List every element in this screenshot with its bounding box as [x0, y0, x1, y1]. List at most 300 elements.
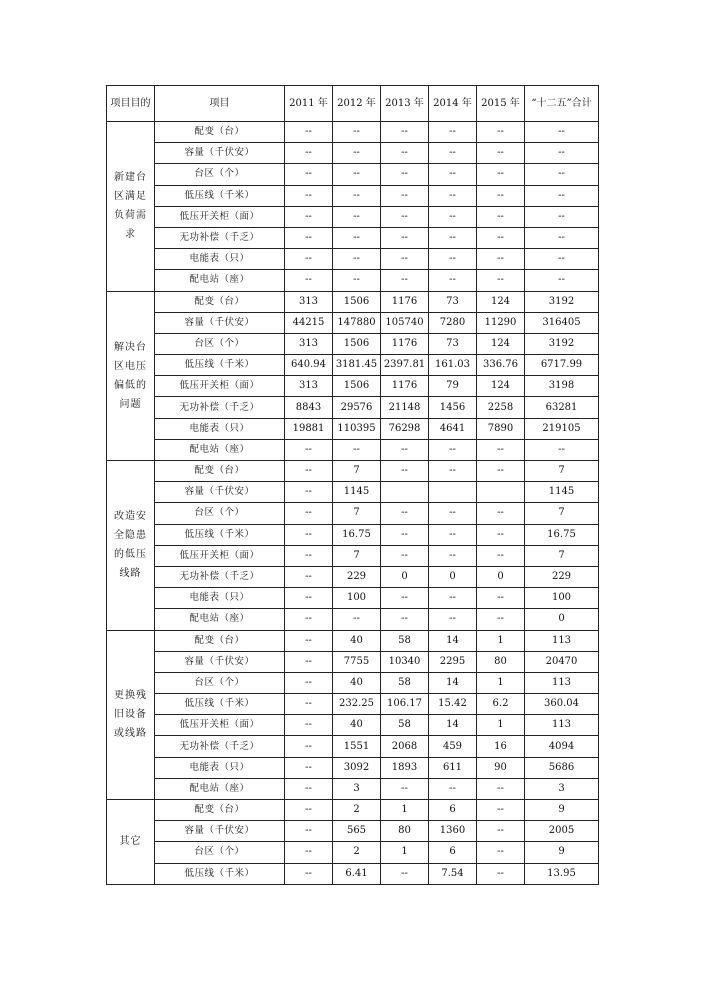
- value-cell: --: [477, 249, 525, 270]
- table-row: [107, 482, 599, 503]
- total-cell: 113: [525, 672, 599, 693]
- value-cell: --: [285, 842, 333, 863]
- value-cell: 7755: [333, 651, 381, 672]
- value-cell: 7: [333, 545, 381, 566]
- value-cell: --: [429, 270, 477, 291]
- item-cell: 无功补偿（千乏）: [155, 397, 285, 418]
- value-cell: 2397.81: [381, 355, 429, 376]
- total-cell: 219105: [525, 418, 599, 439]
- header-year-2015: 2015 年: [477, 86, 525, 122]
- item-cell: 无功补偿（千乏）: [155, 566, 285, 587]
- value-cell: --: [477, 609, 525, 630]
- value-cell: 21148: [381, 397, 429, 418]
- header-purpose: 项目目的: [107, 86, 155, 122]
- value-cell: 0: [477, 566, 525, 587]
- value-cell: --: [429, 227, 477, 248]
- value-cell: --: [333, 249, 381, 270]
- item-cell: 低压开关柜（面）: [155, 206, 285, 227]
- value-cell: 16.75: [333, 524, 381, 545]
- item-cell: 台区（个）: [155, 842, 285, 863]
- value-cell: --: [285, 715, 333, 736]
- value-cell: 2068: [381, 736, 429, 757]
- value-cell: --: [285, 821, 333, 842]
- value-cell: --: [381, 143, 429, 164]
- value-cell: --: [477, 270, 525, 291]
- table-row: [107, 757, 599, 778]
- total-cell: 7: [525, 461, 599, 482]
- value-cell: --: [285, 863, 333, 884]
- total-cell: 0: [525, 609, 599, 630]
- value-cell: --: [381, 185, 429, 206]
- value-cell: --: [333, 122, 381, 143]
- value-cell: --: [381, 524, 429, 545]
- value-cell: 3092: [333, 757, 381, 778]
- value-cell: --: [381, 227, 429, 248]
- value-cell: [381, 482, 429, 503]
- total-cell: --: [525, 122, 599, 143]
- header-year-2012: 2012 年: [333, 86, 381, 122]
- value-cell: --: [285, 736, 333, 757]
- value-cell: 124: [477, 376, 525, 397]
- value-cell: 1456: [429, 397, 477, 418]
- value-cell: 7: [333, 503, 381, 524]
- value-cell: 1506: [333, 376, 381, 397]
- value-cell: --: [477, 842, 525, 863]
- value-cell: --: [429, 545, 477, 566]
- item-cell: 无功补偿（千乏）: [155, 227, 285, 248]
- value-cell: 6: [429, 842, 477, 863]
- value-cell: --: [477, 143, 525, 164]
- item-cell: 电能表（只）: [155, 418, 285, 439]
- value-cell: 1176: [381, 376, 429, 397]
- item-cell: 配变（台）: [155, 630, 285, 651]
- header-year-2014: 2014 年: [429, 86, 477, 122]
- value-cell: --: [381, 270, 429, 291]
- item-cell: 低压开关柜（面）: [155, 715, 285, 736]
- value-cell: --: [429, 249, 477, 270]
- value-cell: 565: [333, 821, 381, 842]
- total-cell: 9: [525, 800, 599, 821]
- value-cell: --: [381, 122, 429, 143]
- value-cell: 611: [429, 757, 477, 778]
- value-cell: --: [285, 482, 333, 503]
- value-cell: --: [285, 270, 333, 291]
- value-cell: 2: [333, 800, 381, 821]
- total-cell: 4094: [525, 736, 599, 757]
- value-cell: 79: [429, 376, 477, 397]
- item-cell: 电能表（只）: [155, 249, 285, 270]
- total-cell: --: [525, 143, 599, 164]
- value-cell: 14: [429, 672, 477, 693]
- value-cell: --: [477, 588, 525, 609]
- item-cell: 低压开关柜（面）: [155, 545, 285, 566]
- value-cell: 7: [333, 461, 381, 482]
- value-cell: --: [285, 545, 333, 566]
- value-cell: --: [285, 164, 333, 185]
- item-cell: 配电站（座）: [155, 609, 285, 630]
- table-row: [107, 694, 599, 715]
- value-cell: --: [381, 206, 429, 227]
- item-cell: 低压线（千米）: [155, 524, 285, 545]
- table-body: [107, 122, 599, 885]
- item-cell: 配电站（座）: [155, 439, 285, 460]
- value-cell: --: [429, 778, 477, 799]
- value-cell: 80: [477, 651, 525, 672]
- value-cell: --: [285, 249, 333, 270]
- value-cell: 313: [285, 376, 333, 397]
- item-cell: 配电站（座）: [155, 778, 285, 799]
- value-cell: 1: [477, 715, 525, 736]
- value-cell: 313: [285, 291, 333, 312]
- value-cell: 1: [477, 672, 525, 693]
- total-cell: --: [525, 270, 599, 291]
- value-cell: --: [477, 503, 525, 524]
- total-cell: 7: [525, 503, 599, 524]
- value-cell: --: [285, 524, 333, 545]
- value-cell: 6.2: [477, 694, 525, 715]
- value-cell: --: [285, 227, 333, 248]
- header-year-2011: 2011 年: [285, 86, 333, 122]
- value-cell: 1893: [381, 757, 429, 778]
- header-total: “十二五”合计: [525, 86, 599, 122]
- total-cell: 113: [525, 630, 599, 651]
- value-cell: 73: [429, 333, 477, 354]
- value-cell: --: [429, 588, 477, 609]
- value-cell: 2: [333, 842, 381, 863]
- table-row: [107, 206, 599, 227]
- value-cell: 8843: [285, 397, 333, 418]
- table-row: [107, 778, 599, 799]
- value-cell: 16: [477, 736, 525, 757]
- value-cell: --: [477, 206, 525, 227]
- value-cell: 100: [333, 588, 381, 609]
- table-row: [107, 270, 599, 291]
- value-cell: 0: [381, 566, 429, 587]
- value-cell: 147880: [333, 312, 381, 333]
- value-cell: 0: [429, 566, 477, 587]
- table-row: [107, 143, 599, 164]
- value-cell: 80: [381, 821, 429, 842]
- total-cell: --: [525, 206, 599, 227]
- value-cell: 3181.45: [333, 355, 381, 376]
- value-cell: --: [429, 122, 477, 143]
- value-cell: --: [429, 164, 477, 185]
- table-row: [107, 821, 599, 842]
- total-cell: 316405: [525, 312, 599, 333]
- value-cell: --: [285, 439, 333, 460]
- value-cell: --: [285, 206, 333, 227]
- item-cell: 配电站（座）: [155, 270, 285, 291]
- item-cell: 配变（台）: [155, 800, 285, 821]
- value-cell: --: [333, 164, 381, 185]
- item-cell: 台区（个）: [155, 503, 285, 524]
- value-cell: 1145: [333, 482, 381, 503]
- table-row: [107, 630, 599, 651]
- value-cell: --: [477, 439, 525, 460]
- value-cell: 1360: [429, 821, 477, 842]
- value-cell: 19881: [285, 418, 333, 439]
- total-cell: 13.95: [525, 863, 599, 884]
- value-cell: --: [333, 206, 381, 227]
- value-cell: [477, 482, 525, 503]
- value-cell: 2295: [429, 651, 477, 672]
- value-cell: --: [285, 630, 333, 651]
- value-cell: --: [333, 439, 381, 460]
- item-cell: 配变（台）: [155, 291, 285, 312]
- value-cell: 313: [285, 333, 333, 354]
- value-cell: --: [381, 461, 429, 482]
- total-cell: 16.75: [525, 524, 599, 545]
- value-cell: --: [285, 651, 333, 672]
- table-row: [107, 227, 599, 248]
- value-cell: 1: [477, 630, 525, 651]
- table-row: [107, 249, 599, 270]
- total-cell: 5686: [525, 757, 599, 778]
- item-cell: 容量（千伏安）: [155, 143, 285, 164]
- value-cell: 1: [381, 800, 429, 821]
- value-cell: --: [429, 461, 477, 482]
- value-cell: 29576: [333, 397, 381, 418]
- table-row: [107, 122, 599, 143]
- total-cell: 9: [525, 842, 599, 863]
- value-cell: --: [477, 122, 525, 143]
- value-cell: --: [333, 143, 381, 164]
- item-cell: 配变（台）: [155, 461, 285, 482]
- value-cell: [429, 482, 477, 503]
- header-year-2013: 2013 年: [381, 86, 429, 122]
- total-cell: 6717.99: [525, 355, 599, 376]
- value-cell: --: [381, 588, 429, 609]
- total-cell: 113: [525, 715, 599, 736]
- value-cell: --: [333, 227, 381, 248]
- value-cell: 4641: [429, 418, 477, 439]
- value-cell: --: [429, 439, 477, 460]
- value-cell: --: [429, 206, 477, 227]
- table-row: [107, 588, 599, 609]
- value-cell: 7.54: [429, 863, 477, 884]
- table-row: [107, 736, 599, 757]
- total-cell: --: [525, 185, 599, 206]
- item-cell: 容量（千伏安）: [155, 482, 285, 503]
- purpose-cell: 改造安全隐患的低压线路: [107, 461, 155, 631]
- value-cell: --: [381, 249, 429, 270]
- value-cell: 106.17: [381, 694, 429, 715]
- item-cell: 电能表（只）: [155, 757, 285, 778]
- header-row: [107, 86, 599, 122]
- value-cell: --: [429, 185, 477, 206]
- value-cell: --: [477, 778, 525, 799]
- item-cell: 低压线（千米）: [155, 863, 285, 884]
- total-cell: 229: [525, 566, 599, 587]
- item-cell: 无功补偿（千乏）: [155, 736, 285, 757]
- value-cell: 1506: [333, 291, 381, 312]
- value-cell: --: [477, 185, 525, 206]
- value-cell: --: [285, 694, 333, 715]
- table-row: [107, 672, 599, 693]
- total-cell: --: [525, 439, 599, 460]
- item-cell: 台区（个）: [155, 164, 285, 185]
- value-cell: --: [285, 588, 333, 609]
- value-cell: --: [381, 778, 429, 799]
- total-cell: 63281: [525, 397, 599, 418]
- value-cell: --: [477, 164, 525, 185]
- total-cell: 3: [525, 778, 599, 799]
- total-cell: --: [525, 164, 599, 185]
- value-cell: --: [285, 778, 333, 799]
- value-cell: --: [381, 503, 429, 524]
- item-cell: 配变（台）: [155, 122, 285, 143]
- value-cell: --: [477, 545, 525, 566]
- value-cell: 1506: [333, 333, 381, 354]
- table-row: [107, 418, 599, 439]
- value-cell: 124: [477, 333, 525, 354]
- purpose-cell: 新建台区满足负荷需求: [107, 122, 155, 292]
- value-cell: 6: [429, 800, 477, 821]
- table-row: [107, 503, 599, 524]
- value-cell: --: [477, 821, 525, 842]
- value-cell: 1176: [381, 291, 429, 312]
- table-row: [107, 291, 599, 312]
- item-cell: 台区（个）: [155, 672, 285, 693]
- table-row: [107, 566, 599, 587]
- item-cell: 低压线（千米）: [155, 694, 285, 715]
- value-cell: --: [381, 863, 429, 884]
- value-cell: --: [333, 185, 381, 206]
- value-cell: --: [333, 609, 381, 630]
- value-cell: 229: [333, 566, 381, 587]
- value-cell: --: [477, 227, 525, 248]
- table-row: [107, 800, 599, 821]
- value-cell: --: [381, 609, 429, 630]
- item-cell: 低压线（千米）: [155, 185, 285, 206]
- value-cell: 40: [333, 672, 381, 693]
- value-cell: 1: [381, 842, 429, 863]
- value-cell: 640.94: [285, 355, 333, 376]
- value-cell: --: [333, 270, 381, 291]
- value-cell: 58: [381, 630, 429, 651]
- value-cell: 76298: [381, 418, 429, 439]
- value-cell: 110395: [333, 418, 381, 439]
- purpose-cell: 解决台区电压偏低的问题: [107, 291, 155, 461]
- purpose-cell: 更换残旧设备或线路: [107, 630, 155, 800]
- value-cell: 14: [429, 630, 477, 651]
- value-cell: 7890: [477, 418, 525, 439]
- table-row: [107, 164, 599, 185]
- item-cell: 低压线（千米）: [155, 355, 285, 376]
- value-cell: --: [285, 800, 333, 821]
- total-cell: 360.04: [525, 694, 599, 715]
- value-cell: 105740: [381, 312, 429, 333]
- purpose-cell: 其它: [107, 800, 155, 885]
- table-row: [107, 842, 599, 863]
- total-cell: 3192: [525, 333, 599, 354]
- total-cell: 3198: [525, 376, 599, 397]
- value-cell: 73: [429, 291, 477, 312]
- value-cell: 15.42: [429, 694, 477, 715]
- value-cell: 11290: [477, 312, 525, 333]
- table-row: [107, 376, 599, 397]
- value-cell: --: [477, 524, 525, 545]
- table-row: [107, 609, 599, 630]
- value-cell: --: [285, 143, 333, 164]
- value-cell: 1551: [333, 736, 381, 757]
- value-cell: --: [285, 461, 333, 482]
- value-cell: 40: [333, 630, 381, 651]
- value-cell: --: [429, 503, 477, 524]
- table-row: [107, 333, 599, 354]
- table-row: [107, 439, 599, 460]
- value-cell: --: [477, 461, 525, 482]
- value-cell: 58: [381, 715, 429, 736]
- value-cell: 2258: [477, 397, 525, 418]
- table-row: [107, 397, 599, 418]
- total-cell: 3192: [525, 291, 599, 312]
- value-cell: --: [285, 122, 333, 143]
- value-cell: --: [429, 524, 477, 545]
- value-cell: 6.41: [333, 863, 381, 884]
- item-cell: 台区（个）: [155, 333, 285, 354]
- value-cell: --: [285, 566, 333, 587]
- value-cell: 10340: [381, 651, 429, 672]
- table-row: [107, 185, 599, 206]
- table-row: [107, 355, 599, 376]
- value-cell: --: [381, 164, 429, 185]
- total-cell: 7: [525, 545, 599, 566]
- value-cell: --: [477, 800, 525, 821]
- value-cell: --: [429, 143, 477, 164]
- total-cell: 100: [525, 588, 599, 609]
- total-cell: 20470: [525, 651, 599, 672]
- item-cell: 容量（千伏安）: [155, 312, 285, 333]
- value-cell: 232.25: [333, 694, 381, 715]
- value-cell: --: [285, 672, 333, 693]
- table-row: [107, 461, 599, 482]
- item-cell: 低压开关柜（面）: [155, 376, 285, 397]
- value-cell: --: [381, 439, 429, 460]
- value-cell: 44215: [285, 312, 333, 333]
- table-row: [107, 524, 599, 545]
- value-cell: --: [429, 609, 477, 630]
- item-cell: 容量（千伏安）: [155, 651, 285, 672]
- value-cell: 90: [477, 757, 525, 778]
- value-cell: 7280: [429, 312, 477, 333]
- value-cell: 336.76: [477, 355, 525, 376]
- item-cell: 电能表（只）: [155, 588, 285, 609]
- item-cell: 容量（千伏安）: [155, 821, 285, 842]
- value-cell: 161.03: [429, 355, 477, 376]
- value-cell: 58: [381, 672, 429, 693]
- total-cell: --: [525, 249, 599, 270]
- value-cell: 14: [429, 715, 477, 736]
- table-row: [107, 545, 599, 566]
- value-cell: 124: [477, 291, 525, 312]
- total-cell: 2005: [525, 821, 599, 842]
- value-cell: --: [381, 545, 429, 566]
- total-cell: --: [525, 227, 599, 248]
- value-cell: 3: [333, 778, 381, 799]
- table-row: [107, 715, 599, 736]
- value-cell: --: [285, 503, 333, 524]
- value-cell: --: [285, 185, 333, 206]
- table-row: [107, 312, 599, 333]
- total-cell: 1145: [525, 482, 599, 503]
- investment-table: [106, 85, 599, 885]
- value-cell: --: [477, 863, 525, 884]
- table-row: [107, 863, 599, 884]
- value-cell: 459: [429, 736, 477, 757]
- header-item: 项目: [155, 86, 285, 122]
- value-cell: --: [285, 757, 333, 778]
